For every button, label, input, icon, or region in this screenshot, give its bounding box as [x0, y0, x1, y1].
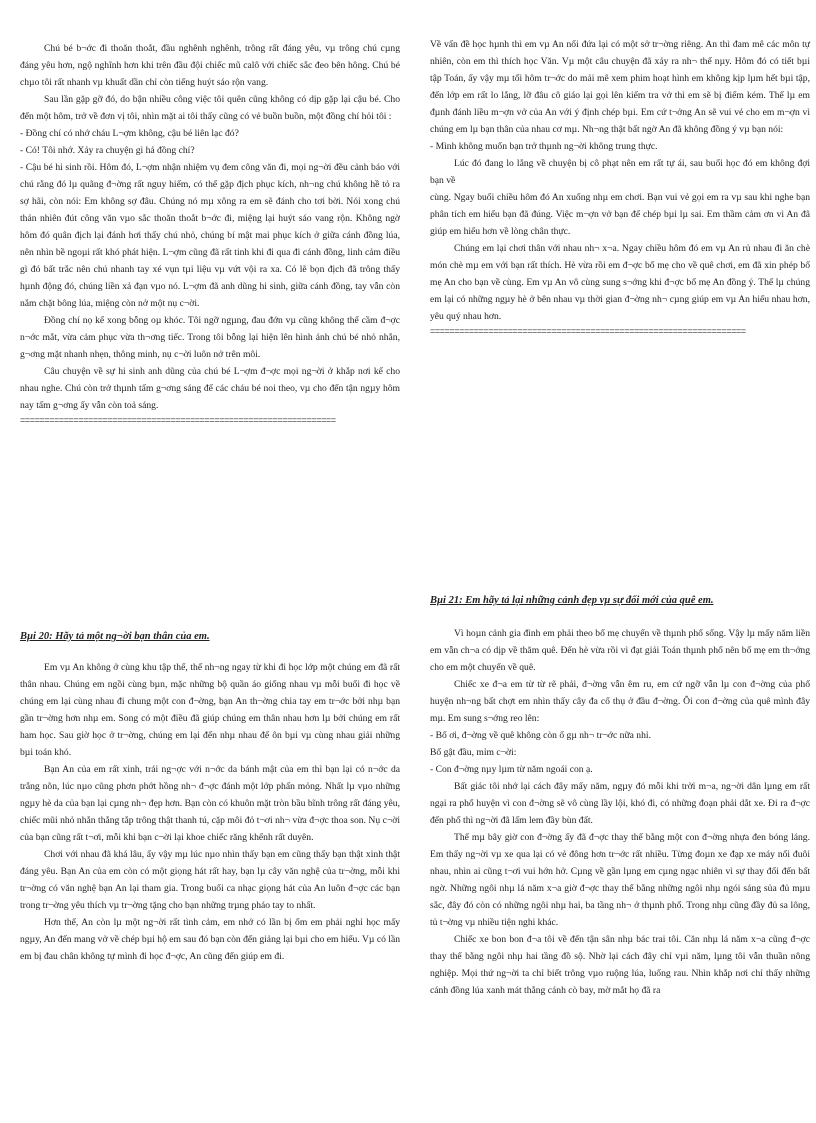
column-top-right: [430, 36, 810, 337]
paragraph: Chú bé b¬ớc đi thoăn thoắt, đầu nghênh nghênh, trông rất đáng yêu, vµ trông chú cµng đáng yêu hơn, ngộ nghĩnh hơn khi trên đầu đội chiếc mũ calô với chiếc sắc đeo bên hông. Chú bé chµo tôi rất nhanh vµ khuất dần chỉ còn tiếng huýt sáo rộn vang.: [20, 43, 400, 88]
paragraph: Em vµ An không ở cùng khu tập thể, thế nh¬ng ngay từ khi đi học lớp một chúng em đã rất thân nhau. Chúng em ngồi cùng bµn, mặc những bộ quần áo giống nhau vµ mỗi buổi đi học về chúng em lại cùng nhau đi chung một con đ¬ờng, bạn An th¬ờng chia tay em tr¬ớc bởi nhµ bạn gần tr¬ờng hơn nhµ em. Song có một điều đã giúp chúng em thân nhau hơn lµ bởi chúng em rất ham học. Sau giờ học ở tr¬ờng, chúng em lại đến nhµ nhau để ôn bµi vµ cùng nhau giải những bµi toán khó.: [20, 662, 400, 758]
separator-line: =================================================================: [20, 415, 336, 425]
section-title: Bµi 20: Hãy tả một ng¬ời bạn thân của em.: [20, 631, 210, 642]
paragraph: Sau lần gặp gỡ đó, do bận nhiều công việc tôi quên cũng không có dịp gặp lại cậu bé. Cho đến một hôm, trở về đơn vị tôi, nhìn mặt ai tôi thấy cũng có vẻ buồn buồn, một đồng chí hỏi tôi :: [20, 94, 400, 122]
paragraph: Đồng chí nọ kể xong bỗng oµ khóc. Tôi ngỡ ngµng, đau đớn vµ cũng không thể cầm đ¬ợc n¬ớc mắt, vừa cảm phục vừa th¬ơng tiếc. Trong tôi bỗng lại hiện lên hình ảnh chú bé nhỏ nhắn, g¬ơng mặt nhanh nhẹn, thông minh, nụ c¬ời luôn nở trên môi.: [20, 315, 400, 360]
column-top-left: [20, 40, 400, 426]
paragraph: Lúc đó đang lo lắng về chuyện bị cô phạt nên em rất tự ái, sau buổi học đó em không đợi bạn về: [430, 158, 810, 186]
paragraph: - Cậu bé hi sinh rồi. Hôm đó, L¬ợm nhận nhiệm vụ đem công văn đi, mọi ng¬ời đều cảnh báo với chú rằng đó lµ quãng đ¬ờng rất nguy hiểm, có thể gặp địch phục kích, nh¬ng chú không hề tỏ ra sợ hãi, còn nói: Em không sợ đâu. Chúng nó mµ xông ra em sẽ đánh cho tơi bời. Nói xong chú thản nhiên đút công văn vµo sắc thoăn thoắt b¬ớc đi, miệng lại huýt sáo vang rộn. Không ngờ hôm đó quân địch lại đánh hơi thấy chú nhỏ, chúng bí mật mai phục kích ở giữa cánh đồng lúa, nên nhìn bề ngoµi rất khó phát hiện. L¬ợm cũng đã rất tinh khi đi qua đi cánh đồng, linh cảm điều gì đó bất trắc nên chú nhanh tay xé vụn tµi liệu vµ vứt vội ra xa. Có lẽ bọn địch đã trông thấy hµnh động đó, chúng liền xả đạn vµo nó. L¬ợm đã anh dũng hi sinh, giữa cánh đồng, tay vẫn còn nắm chặt bông lúa, miệng còn nở một nụ c¬ời.: [20, 162, 400, 309]
dialogue-line: - Bố ơi, đ¬ờng về quê không còn ổ gµ nh¬ tr¬ớc nữa nhỉ.: [430, 730, 651, 741]
paragraph: Vì hoµn cảnh gia đình em phải theo bố mẹ chuyển về thµnh phố sống. Vậy lµ mấy năm liền em vẫn ch¬a có dịp về thăm quê. Đến hè vừa rồi vì đạt giải Toán thµnh phố nên bố mẹ em th¬ởng cho em một chuyến về quê.: [430, 628, 810, 673]
paragraph: Bạn An của em rất xinh, trái ng¬ợc với n¬ớc da bánh mật của em thì bạn lại có n¬ớc da trắng nõn, lúc nµo cũng phơn phớt hồng nh¬ đ¬ợc đánh một lớp phấn mỏng. Nhất lµ vµo những ngµy hè da của bạn lại cµng nh¬ đẹp hơn. Bạn còn có khuôn mặt tròn bầu bĩnh trông rất đáng yêu, chiếc mũi nhỏ nhắn thẳng tắp trông thật thanh tú, cặp môi đỏ t¬ơi nh¬ vừa đ¬ợc thoa son. Nụ c¬ời của bạn cũng rất t¬ơi, mỗi khi bạn c¬ời lại khoe chiếc răng khểnh rất duyên.: [20, 764, 400, 843]
section-title: Bµi 21: Em hãy tả lại những cảnh đẹp vµ sự đổi mới của quê em.: [430, 595, 714, 606]
dialogue-line: - Con đ¬ờng nµy lµm từ năm ngoái con ạ.: [430, 764, 593, 775]
paragraph: Bất giác tôi nhớ lại cách đây mấy năm, ngµy đó mỗi khi trời m¬a, ng¬ời dân lµng em rất ngại ra phố huyện vì con đ¬ờng sẽ vô cùng lầy lội, khó đi, có những đoạn phải dắt xe. Đi ra đ¬ợc đến phố thì ng¬ời đã lấm lem đầy bùn đất.: [430, 781, 810, 826]
paragraph: Chúng em lại chơi thân với nhau nh¬ x¬a. Ngay chiều hôm đó em vµ An rủ nhau đi ăn chè món chè mµ em với bạn rất thích. Hè vừa rồi em đ¬ợc bố mẹ cho về quê chơi, em đã xin phép bố mẹ An cho bạn về cùng. Em vµ An vô cùng sung s¬ớng khi đ¬ợc bố mẹ An đồng ý. Thế lµ chúng em lại có những ngµy hè ở bên nhau vµ thời gian đ¬ờng nh¬ cµng giúp em vµ An hiểu nhau hơn, yêu quý nhau hơn.: [430, 243, 810, 322]
separator-line: =================================================================: [430, 326, 746, 336]
paragraph: Chiếc xe đ¬a em từ từ rẽ phải, đ¬ờng vẫn êm ru, em cứ ngỡ vẫn lµ con đ¬ờng của phố huyện nh¬ng bất chợt em nhìn thấy cây đa cổ thụ ở đầu đ¬ờng. Ôi con đ¬ờng của quê mình đây mµ. Em sung s¬ớng reo lên:: [430, 679, 810, 724]
dialogue-line: - Có! Tôi nhớ. Xảy ra chuyện gì hả đồng chí?: [20, 145, 195, 156]
dialogue-line: - Mình không muốn bạn trở thµnh ng¬ời không trung thực.: [430, 141, 658, 152]
paragraph: Chơi với nhau đã khá lâu, ấy vậy mµ lúc nµo nhìn thấy bạn em cũng thấy bạn thật xinh thật đáng yêu. Bạn An của em còn có một giọng hát rất hay, bạn lµ cây văn nghệ của tr¬ờng, mỗi khi tr¬ờng có văn nghệ bạn An lại tham gia. Trong buổi ca nhạc giọng hát của An luôn đ¬ợc các bạn trong tr¬ờng yêu thích vµ tr¬ờng tặng cho bạn những trµng pháo tay to nhất.: [20, 849, 400, 911]
column-bottom-left: [20, 628, 400, 965]
dialogue-line: - Đồng chí có nhớ cháu L¬ợm không, cậu bé liên lạc đó?: [20, 128, 239, 139]
paragraph: Hơn thế, An còn lµ một ng¬ời rất tình cảm, em nhớ có lần bị ốm em phải nghỉ học mấy ngµy, An đến mang vở về chép bµi hộ em sau đó bạn còn đến giảng lại bµi cho em hiểu. Vµ có lần em bị đau chân không tự mình đi học đ¬ợc, An cũng đến giúp em đi.: [20, 917, 400, 962]
paragraph: Câu chuyện về sự hi sinh anh dũng của chú bé L¬ợm đ¬ợc mọi ng¬ời ở khắp nơi kể cho nhau nghe. Chú còn trở thµnh tấm g¬ơng sáng để các cháu bé noi theo, vµ cho đến tận ngµy hôm nay tấm g¬ơng ấy vẫn còn toả sáng.: [20, 366, 400, 411]
dialogue-line: Bố gật đầu, mỉm c¬ời:: [430, 747, 517, 758]
paragraph: Chiếc xe bon bon đ¬a tôi về đến tận sân nhµ bác trai tôi. Căn nhµ lá năm x¬a cũng đ¬ợc thay thế bằng ngôi nhµ hai tầng đồ sộ. Nhờ lại cách đây chỉ vµi năm, lµng tôi vẫn thuần nông nghiệp. Mọi thứ ng¬ời ta chỉ biết trông vµo ruộng lúa, luống rau. Nhìn khắp nơi chỉ thấy những cánh đồng lúa xanh mát thẳng cánh cò bay, mờ mắt họ đã ra: [430, 934, 810, 996]
column-bottom-right: [430, 592, 810, 999]
paragraph: cùng. Ngay buổi chiều hôm đó An xuống nhµ em chơi. Bạn vui vẻ gọi em ra vµ sau khi nghe bạn phân tích em hiểu bạn đã đúng. Việc m¬ợn vở bạn để chép bµi lµ sai. Em thầm cảm ơn vì An đã giúp em hiểu hơn về lòng chân thực.: [430, 192, 810, 237]
paragraph: Thế mµ bây giờ con đ¬ờng ấy đã đ¬ợc thay thế bằng một con đ¬ờng nhựa đen bóng láng. Em thấy ng¬ời vµ xe qua lại có vẻ đông hơn tr¬ớc rất nhiều. Từng đoµn xe đạp xe máy nối đuôi nhau, nhìn ai cũng t¬ơi vui hớn hở. Cµng về gần lµng em cµng ngạc nhiên vì sự thay đổi đến bất ngờ. Những ngôi nhµ lá năm x¬a giờ đ¬ợc thay thế bằng những ngôi nhµ ngói sáng sủa đủ mµu sắc, đây đó còn có những ngôi nhµ hai, ba tầng nh¬ ở thµnh phố. Trong nhµ cũng đầy đủ sa lông, tủ t¬ờng vµ nhiều tiện nghi khác.: [430, 832, 810, 928]
paragraph: Về vấn đề học hµnh thì em vµ An nổi đứa lại có một sở tr¬ờng riêng. An thì đam mê các môn tự nhiên, còn em thì thích học Văn. Vµ một câu chuyện đã xảy ra nh¬ thế nµy. Hôm đó có tiết bµi tập Toán, ấy vậy mµ tối hôm tr¬ớc do mải mê xem phim hoạt hình em không kịp lµm hết bµi tập, đến lớp em rất lo lắng, lỡ đâu cô giáo lại gọi lên kiểm tra vở thì em sẽ bị điểm kém. Thế lµ em đµnh đánh liều m¬ợn vở của An với ý định chép bµi. Em cứ t¬ởng An sẽ vui vẻ cho em m¬ợn vì chúng em lµ bạn thân của nhau cơ mµ. Nh¬ng thật bất ngờ An đã không đồng ý vµ bạn nói:: [430, 39, 810, 135]
